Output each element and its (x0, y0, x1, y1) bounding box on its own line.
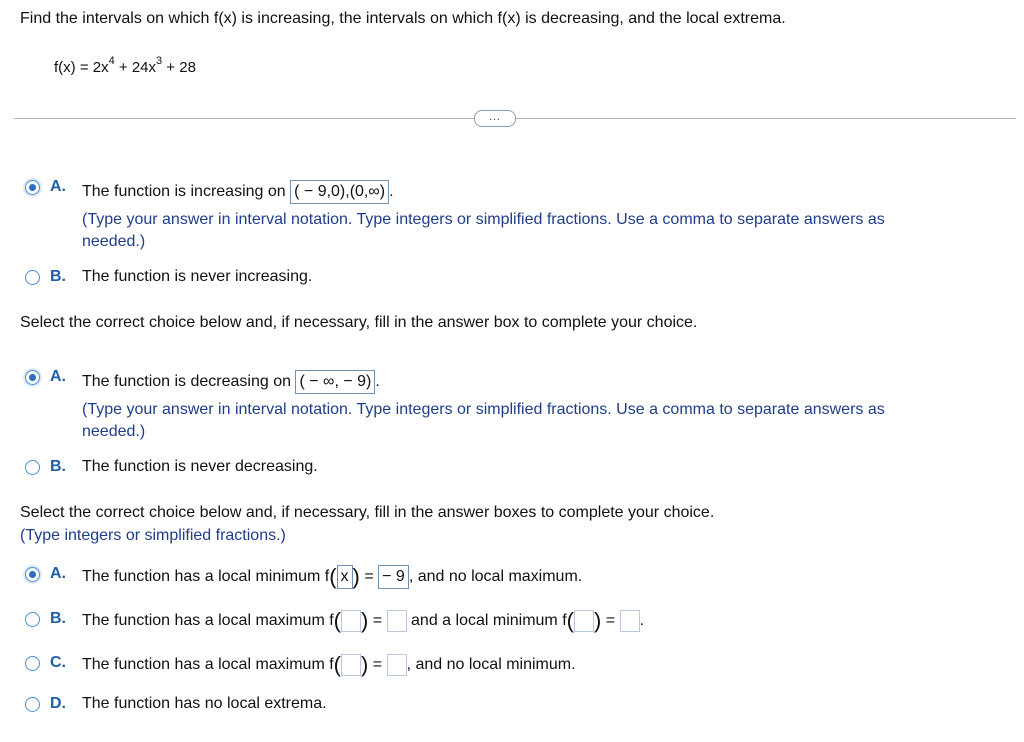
part1-increasing-answer-box[interactable]: ( − 9,0),(0,∞) (290, 180, 389, 204)
part1-option-a-text: The function is increasing on (82, 183, 286, 201)
part3-option-b-letter: B. (50, 610, 66, 627)
part3-b-after: . (639, 612, 645, 630)
function-exp-1: 4 (108, 55, 115, 67)
part1-option-a-radio[interactable] (25, 180, 40, 195)
open-paren: ( (333, 608, 341, 633)
part3-c-max-value-box[interactable] (387, 654, 407, 676)
part1-option-a-period: . (389, 183, 394, 201)
part2-instruction: Select the correct choice below and, if necessary, fill in the answer box to complete your choice. (20, 314, 698, 331)
part3-option-a (82, 565, 582, 589)
part1-hint-line2: needed.) (82, 233, 146, 250)
open-paren: ( (329, 564, 337, 589)
part3-option-d-letter: D. (50, 695, 66, 712)
part2-hint-line1: (Type your answer in interval notation. Type integers or simplified fractions. Use a comma to separate answers as (82, 401, 885, 418)
part3-option-c-radio[interactable] (25, 656, 40, 671)
part2-hint-line2: needed.) (82, 423, 146, 440)
part3-a-value-box[interactable]: − 9 (378, 565, 409, 589)
part1-option-b-radio[interactable] (25, 270, 40, 285)
part2-option-b-text: The function is never decreasing. (82, 458, 318, 475)
part3-option-c-letter: C. (50, 654, 66, 671)
close-paren: ) (361, 608, 369, 633)
part3-c-equals: = (372, 656, 383, 674)
part3-a-argument-box[interactable]: x (337, 565, 353, 589)
close-paren: ) (593, 608, 602, 633)
part2-option-a-letter: A. (50, 368, 66, 385)
part3-option-d-radio[interactable] (25, 697, 40, 712)
part1-hint-line1: (Type your answer in interval notation. Type integers or simplified fractions. Use a comma to separate answers as (82, 211, 885, 228)
part2-option-a-period: . (375, 373, 380, 391)
part3-option-a-letter: A. (50, 565, 66, 582)
part2-option-b-letter: B. (50, 458, 66, 475)
part3-a-after: , and no local maximum. (408, 568, 583, 586)
question-prompt: Find the intervals on which f(x) is increasing, the intervals on which f(x) is decreasing, and the local extrema. (20, 10, 786, 27)
part3-option-a-text: The function has a local minimum f (82, 568, 330, 586)
part3-option-c (82, 654, 576, 676)
function-definition (54, 55, 196, 76)
open-paren: ( (333, 652, 341, 677)
part2-option-a-radio[interactable] (25, 370, 40, 385)
function-exp-2: 3 (156, 55, 163, 67)
more-options-button[interactable]: … (474, 110, 516, 127)
part3-a-equals: = (364, 568, 374, 586)
part3-b-max-value-box[interactable] (387, 610, 407, 632)
open-paren: ( (566, 608, 574, 633)
part3-note: (Type integers or simplified fractions.) (20, 527, 286, 544)
part1-option-a (82, 180, 394, 204)
part3-b-equals-2: = (605, 612, 616, 630)
part3-option-b (82, 610, 644, 632)
part3-option-a-radio[interactable] (25, 567, 40, 582)
close-paren: ) (361, 652, 369, 677)
part3-option-c-text: The function has a local maximum f (82, 656, 334, 674)
part1-option-a-letter: A. (50, 178, 66, 195)
part3-b-mid: and a local minimum f (411, 612, 567, 630)
part3-b-min-argument-box[interactable] (574, 610, 594, 632)
part2-hint (82, 399, 885, 443)
part2-option-b-radio[interactable] (25, 460, 40, 475)
part3-c-max-argument-box[interactable] (341, 654, 361, 676)
part2-option-a-text: The function is decreasing on (82, 373, 292, 391)
part3-c-after: , and no local minimum. (406, 656, 576, 674)
part3-option-d-text: The function has no local extrema. (82, 695, 327, 712)
part1-option-b-letter: B. (50, 268, 66, 285)
part3-instruction: Select the correct choice below and, if necessary, fill in the answer boxes to complete your choice. (20, 504, 715, 521)
part2-decreasing-answer-box[interactable]: ( − ∞, − 9) (295, 370, 375, 394)
part3-option-b-text: The function has a local maximum f (82, 612, 334, 630)
function-tail: + 28 (162, 59, 196, 76)
part2-option-a (82, 370, 380, 394)
close-paren: ) (352, 564, 360, 589)
part3-b-min-value-box[interactable] (620, 610, 640, 632)
function-mid: + 24x (114, 59, 157, 76)
part3-b-equals: = (372, 612, 383, 630)
function-lhs: f(x) = 2x (54, 59, 109, 76)
part1-option-b-text: The function is never increasing. (82, 268, 313, 285)
part1-hint (82, 209, 885, 253)
part3-b-max-argument-box[interactable] (341, 610, 361, 632)
part3-option-b-radio[interactable] (25, 612, 40, 627)
